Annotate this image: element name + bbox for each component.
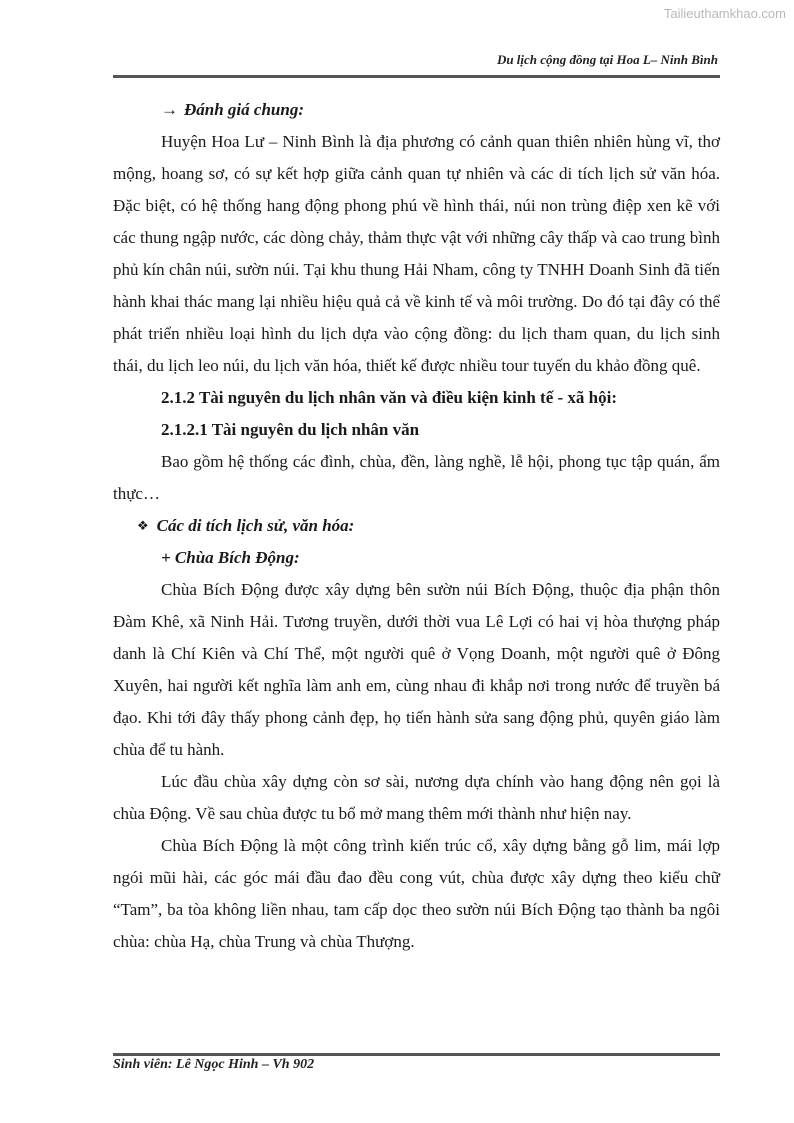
di-tich-heading <box>113 510 720 542</box>
watermark: Tailieuthamkhao.com <box>663 6 786 21</box>
paragraph-3: Chùa Bích Động được xây dựng bên sườn núi Bích Động, thuộc địa phận thôn Đàm Khê, xã Ninh Hải. Tương truyền, dưới thời vua Lê Lợi có hai vị hòa thượng pháp danh là Chí Kiên và Chí Thể, một người quê ở Vọng Doanh, một người quê ở Đông Xuyên, hai người kết nghĩa làm anh em, cùng nhau đi khắp nơi trong nước để truyền bá đạo. Khi tới đây thấy phong cảnh đẹp, họ tiến hành sửa sang động phủ, quyên giáo làm chùa để tu hành. <box>113 580 720 759</box>
paragraph-5: Chùa Bích Động là một công trình kiến trúc cổ, xây dựng bằng gỗ lim, mái lợp ngói mũi hài, các góc mái đầu đao đều cong vút, chùa được xây dựng theo kiểu chữ “Tam”, ba tòa không liền nhau, tam cấp dọc theo sườn núi Bích Động tạo thành ba ngôi chùa: chùa Hạ, chùa Trung và chùa Thượng. <box>113 836 720 951</box>
di-tich-label: Các di tích lịch sử, văn hóa: <box>156 516 355 535</box>
arrow-icon: → <box>161 100 178 119</box>
chua-bich-dong-heading: + Chùa Bích Động: <box>161 548 300 567</box>
footer-divider <box>113 1053 720 1056</box>
running-header: Du lịch cộng đồng tại Hoa L– Ninh Bình <box>496 52 718 67</box>
section-danh-gia-heading <box>113 94 720 126</box>
paragraph-1: Huyện Hoa Lư – Ninh Bình là địa phương có cảnh quan thiên nhiên hùng vĩ, thơ mộng, hoang sơ, có sự kết hợp giữa cảnh quan tự nhiên và các di tích lịch sử văn hóa. Đặc biệt, có hệ thống hang động phong phú về hình thái, núi non trùng điệp xen kẽ với các thung ngập nước, các dòng chảy, thảm thực vật với những cây thấp và cao trung bình phủ kín chân núi, sườn núi. Tại khu thung Hải Nham, công ty TNHH Doanh Sinh đã tiến hành khai thác mang lại nhiều hiệu quả cả về kinh tế và môi trường. Do đó tại đây có thể phát triển nhiều loại hình du lịch dựa vào cộng đồng: du lịch tham quan, du lịch sinh thái, du lịch leo núi, du lịch văn hóa, thiết kế được nhiều tour tuyến du khảo đồng quê. <box>113 132 720 375</box>
danh-gia-label: Đánh giá chung: <box>184 100 304 119</box>
running-footer: Sinh viên: Lê Ngọc Hinh – Vh 902 <box>113 1057 315 1072</box>
heading-2-1-2: 2.1.2 Tài nguyên du lịch nhân văn và điều kiện kinh tế - xã hội: <box>161 388 617 407</box>
paragraph-4: Lúc đầu chùa xây dựng còn sơ sài, nương dựa chính vào hang động nên gọi là chùa Động. Về sau chùa được tu bổ mở mang thêm mới thành như hiện nay. <box>113 772 720 823</box>
diamond-bullet-icon: ❖ <box>137 518 149 533</box>
paragraph-2: Bao gồm hệ thống các đình, chùa, đền, làng nghề, lễ hội, phong tục tập quán, ẩm thực… <box>113 452 720 503</box>
header-divider <box>113 75 720 78</box>
heading-2-1-2-1: 2.1.2.1 Tài nguyên du lịch nhân văn <box>161 420 420 439</box>
page-body <box>113 94 720 958</box>
